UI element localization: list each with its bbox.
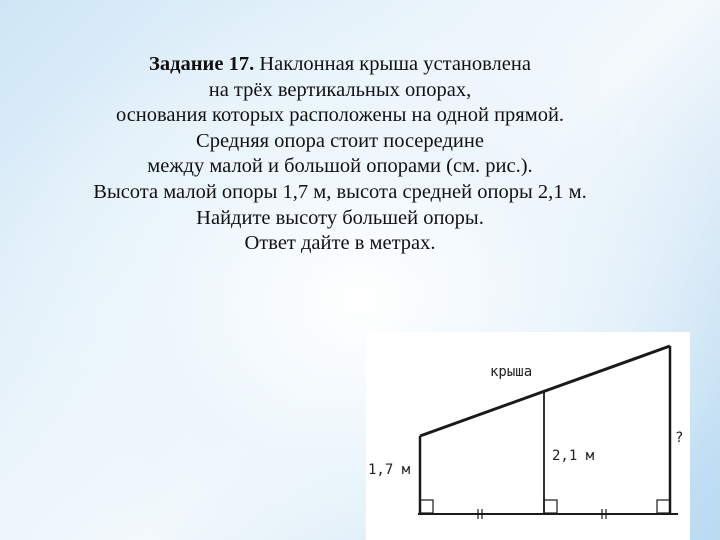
task-line-3: основания которых расположены на одной прямой. <box>115 104 565 127</box>
task-line-1 <box>20 52 660 78</box>
task-statement <box>20 52 660 257</box>
roof-label: крыша <box>490 364 533 380</box>
roof-diagram <box>366 332 690 540</box>
middle-support-label: 2,1 м <box>552 448 595 464</box>
small-support-label: 1,7 м <box>368 462 411 478</box>
task-line-2: на трёх вертикальных опорах, <box>208 78 472 101</box>
large-support-label: ? <box>675 430 684 446</box>
right-angle-marker-middle <box>544 500 557 513</box>
right-angle-marker-small <box>420 500 433 513</box>
task-line-1-rest: Наклонная крыша установлена <box>254 53 531 75</box>
task-line-4: Средняя опора стоит посередине <box>196 129 484 152</box>
background-sparkle <box>40 430 64 454</box>
task-title: Задание 17. <box>149 53 255 75</box>
roof-line <box>420 346 670 436</box>
task-line-7: Найдите высоту большей опоры. <box>196 206 484 229</box>
task-line-5: между малой и большой опорами (см. рис.). <box>147 155 533 178</box>
task-line-6: Высота малой опоры 1,7 м, высота средней опоры 2,1 м. <box>93 180 587 203</box>
background-sparkle <box>330 310 370 350</box>
roof-figure <box>366 332 690 540</box>
task-line-8: Ответ дайте в метрах. <box>244 232 436 255</box>
right-angle-marker-large <box>657 500 670 513</box>
